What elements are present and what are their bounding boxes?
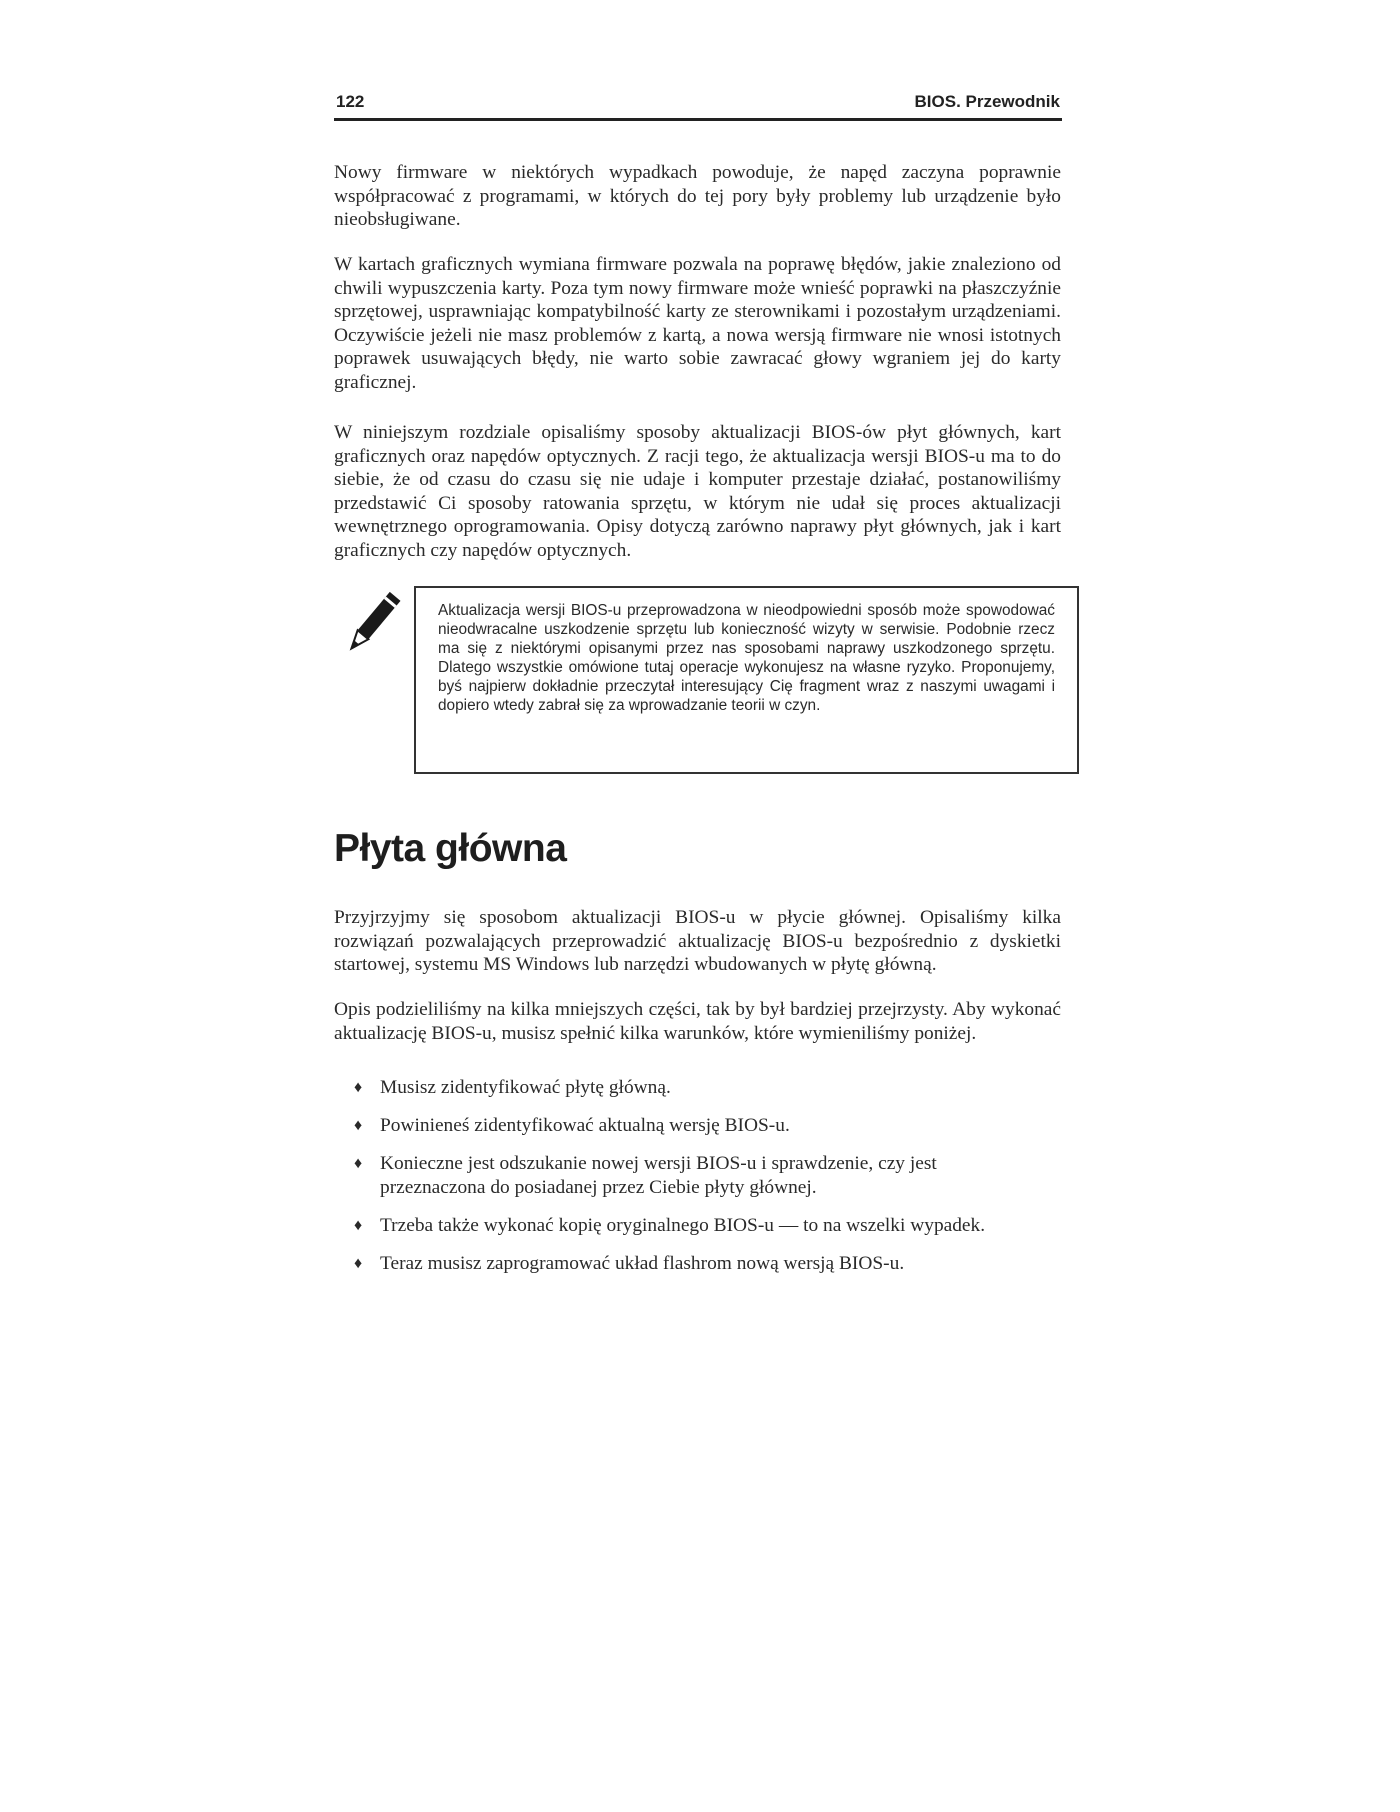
list-item: ♦ Konieczne jest odszukanie nowej wersji BIOS-u i sprawdzenie, czy jest przeznaczona do posiadanej przez Ciebie płyty głównej. (354, 1153, 937, 1198)
bullet-diamond-icon: ♦ (354, 1255, 363, 1272)
paragraph-chapter-intro: W niniejszym rozdziale opisaliśmy sposoby aktualizacji BIOS-ów płyt głównych, kart graficznych oraz napędów optycznych. Z racji tego, że aktualizacja wersji BIOS-u ma to do siebie, że od czasu do czasu się nie udaje i komputer przestaje działać, postanowiliśmy przedstawić Ci sposoby ratowania sprzętu, w którym nie udał się proces aktualizacji wewnętrznego oprogramowania. Opisy dotyczą zarówno naprawy płyt głównych, jak i kart graficznych czy napędów optycznych. (334, 422, 1061, 561)
list-item: ♦ Musisz zidentyfikować płytę główną. (354, 1077, 671, 1098)
warning-note (414, 586, 1079, 774)
page-number: 122 (336, 92, 365, 111)
bullet-diamond-icon: ♦ (354, 1117, 363, 1134)
section-paragraph-conditions: Opis podzieliliśmy na kilka mniejszych części, tak by był bardziej przejrzysty. Aby wykonać aktualizację BIOS-u, musisz spełnić kilka warunków, które wymieniliśmy poniżej. (334, 999, 1061, 1044)
warning-note-text: Aktualizacja wersji BIOS-u przeprowadzona w nieodpowiedni sposób może spowodować nieodwracalne uszkodzenie sprzętu lub konieczność wizyty w serwisie. Podobnie rzecz ma się z niektórymi opisanymi przez nas sposobami naprawy uszkodzonego sprzętu. Dlatego wszystkie omówione tutaj operacje wykonujesz na własne ryzyko. Proponujemy, byś najpierw dokładnie przeczytał interesujący Cię fragment wraz z naszymi uwagami i dopiero wtedy zabrał się za wprowadzanie teorii w czyn. (438, 602, 1055, 714)
section-title: Płyta główna (334, 827, 567, 870)
requirements-list (354, 1076, 1054, 1290)
list-item: ♦ Trzeba także wykonać kopię oryginalnego BIOS-u — to na wszelki wypadek. (354, 1215, 986, 1236)
pencil-icon (338, 590, 406, 658)
book-title: BIOS. Przewodnik (914, 92, 1060, 111)
list-item: ♦ Powinieneś zidentyfikować aktualną wersję BIOS-u. (354, 1115, 790, 1136)
bullet-diamond-icon: ♦ (354, 1217, 363, 1234)
paragraph-firmware-drive: Nowy firmware w niektórych wypadkach powoduje, że napęd zaczyna poprawnie współpracować z programami, w których do tej pory były problemy lub urządzenie było nieobsługiwane. (334, 162, 1061, 231)
running-header (334, 92, 1062, 121)
bullet-diamond-icon: ♦ (354, 1079, 363, 1096)
bullet-diamond-icon: ♦ (354, 1155, 363, 1172)
paragraph-firmware-graphics: W kartach graficznych wymiana firmware pozwala na poprawę błędów, jakie znaleziono od chwili wypuszczenia karty. Poza tym nowy firmware może wnieść poprawki na płaszczyźnie sprzętowej, usprawniając kompatybilność karty ze sterownikami i pozostałym urządzeniami. Oczywiście jeżeli nie masz problemów z kartą, a nowa wersją firmware nie wnosi istotnych poprawek usuwających błędy, nie warto sobie zawracać głowy wgraniem jej do karty graficznej. (334, 254, 1061, 393)
section-paragraph-intro: Przyjrzyjmy się sposobom aktualizacji BIOS-u w płycie głównej. Opisaliśmy kilka rozwiązań pozwalających przeprowadzić aktualizację BIOS-u bezpośrednio z dyskietki startowej, systemu MS Windows lub narzędzi wbudowanych w płytę główną. (334, 907, 1061, 976)
list-item: ♦ Teraz musisz zaprogramować układ flashrom nową wersją BIOS-u. (354, 1253, 905, 1274)
